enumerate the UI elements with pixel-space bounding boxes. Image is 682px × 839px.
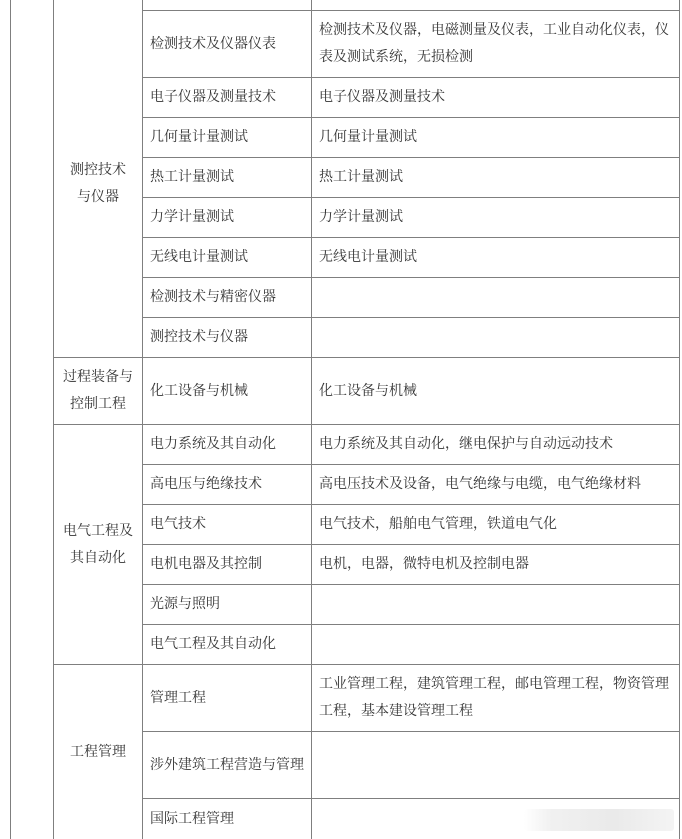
major-name: 高电压与绝缘技术 [150,476,262,492]
table-border-outer-left [10,0,11,839]
table-border-right [679,0,680,839]
related-cell [312,625,679,664]
major-cell [143,625,311,664]
major-cell [143,198,311,237]
major-cell [143,585,311,624]
related-cell [312,358,679,424]
major-cell [143,118,311,157]
major-cell [143,238,311,277]
major-name: 电气工程及其自动化 [150,636,276,652]
major-name: 化工设备与机械 [150,382,248,399]
related-cell [312,118,679,157]
related-majors: 化工设备与机械 [319,382,417,399]
major-cell [143,505,311,544]
major-name: 电子仪器及测量技术 [150,89,276,105]
related-majors: 检测技术及仪器，电磁测量及仪表，工业自动化仪表，仪表及测试系统，无损检测 [319,22,669,65]
related-cell [312,505,679,544]
category-label: 电气工程及 其自动化 [63,522,133,566]
related-majors: 无线电计量测试 [319,249,417,265]
major-cell [143,158,311,197]
category-cell [54,358,142,424]
related-cell [312,158,679,197]
related-majors: 电子仪器及测量技术 [319,89,445,105]
major-cell [143,732,311,798]
major-name: 管理工程 [150,689,206,706]
category-label: 测控技术 与仪器 [70,161,126,205]
major-cell [143,78,311,117]
related-cell [312,318,679,357]
related-cell [312,585,679,624]
related-majors: 电气技术，船舶电气管理，铁道电气化 [319,516,557,532]
related-majors: 高电压技术及设备，电气绝缘与电缆，电气绝缘材料 [319,476,641,492]
category-label: 过程装备与 控制工程 [63,369,133,412]
major-name: 几何量计量测试 [150,129,248,145]
major-name: 测控技术与仪器 [150,329,248,345]
category-cell [54,10,142,357]
related-majors: 电力系统及其自动化，继电保护与自动远动技术 [319,436,613,452]
major-cell [143,465,311,504]
major-name: 电力系统及其自动化 [150,436,276,452]
related-cell [312,665,679,731]
related-cell [312,425,679,464]
related-cell [312,278,679,317]
category-cell [54,665,142,839]
related-cell [312,78,679,117]
related-cell [312,11,679,77]
major-cell [143,11,311,77]
major-name: 力学计量测试 [150,209,234,225]
related-majors: 工业管理工程，建筑管理工程，邮电管理工程，物资管理工程，基本建设管理工程 [319,676,669,719]
major-cell [143,425,311,464]
related-cell [312,198,679,237]
major-name: 国际工程管理 [150,810,234,827]
major-name: 无线电计量测试 [150,249,248,265]
related-majors: 几何量计量测试 [319,129,417,145]
major-cell [143,358,311,424]
major-name: 检测技术及仪器仪表 [150,35,276,52]
related-majors: 热工计量测试 [319,169,403,185]
major-cell [143,278,311,317]
major-name: 热工计量测试 [150,169,234,185]
major-name: 电气技术 [150,516,206,532]
related-cell [312,465,679,504]
related-cell [312,732,679,798]
category-label: 工程管理 [70,743,126,760]
related-majors: 力学计量测试 [319,209,403,225]
related-majors: 电机，电器，微特电机及控制电器 [319,556,529,572]
blurred-watermark [524,809,674,831]
major-name: 电机电器及其控制 [150,556,262,572]
major-cell [143,318,311,357]
major-cell [143,799,311,839]
major-name: 光源与照明 [150,596,220,612]
major-cell [143,545,311,584]
major-cell [143,665,311,731]
major-name: 检测技术与精密仪器 [150,289,276,305]
related-cell [312,545,679,584]
major-name: 涉外建筑工程营造与管理 [150,756,304,773]
category-cell [54,425,142,664]
related-cell [312,238,679,277]
